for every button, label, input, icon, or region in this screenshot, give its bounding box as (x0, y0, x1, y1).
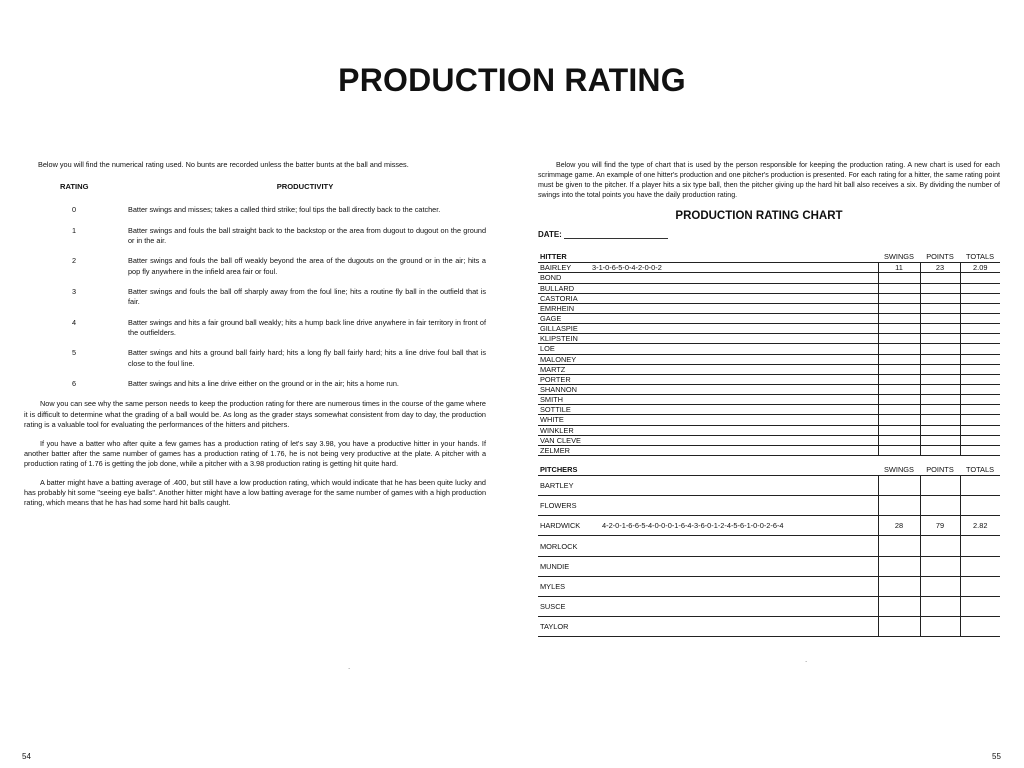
swings-cell (878, 425, 920, 435)
hitter-row (538, 445, 1000, 455)
rating-row (24, 379, 486, 389)
swings-header: SWINGS (878, 464, 920, 476)
rating-sequence (590, 313, 878, 323)
rating-sequence (590, 273, 878, 283)
paragraph-example: If you have a batter who after quite a few games has a production rating of let's say 3.98, you have a productive hitter in your hands. If another batter after the same number of games has a production rating of 1.76, he is not being very productive at the plate. A pitcher with a production rating of 1.76 is getting the job done, while a pitcher with a 3.98 production rating is getting hit quite hard. (24, 438, 486, 469)
rating-number: 3 (72, 286, 77, 296)
points-cell (920, 425, 960, 435)
points-cell (920, 293, 960, 303)
swings-cell (878, 415, 920, 425)
rating-sequence (590, 445, 878, 455)
points-cell (920, 597, 960, 617)
swings-cell (878, 303, 920, 313)
rating-sequence (590, 283, 878, 293)
points-cell (920, 415, 960, 425)
swings-cell (878, 283, 920, 293)
player-name: MORLOCK (538, 536, 600, 556)
swings-cell (878, 395, 920, 405)
rating-number: 1 (72, 225, 77, 235)
rating-sequence (590, 344, 878, 354)
hitter-row (538, 415, 1000, 425)
pitcher-header-label: PITCHERS (538, 464, 600, 476)
hitter-row (538, 273, 1000, 283)
rating-description: Batter swings and fouls the ball off weakly beyond the area of the dugouts on the ground or in the air; hits a pop fly anywhere in the infield area fair or foul. (128, 256, 486, 276)
points-cell (920, 374, 960, 384)
swings-cell (878, 364, 920, 374)
pitcher-row (538, 516, 1000, 536)
rating-sequence (590, 374, 878, 384)
rating-sequence (590, 364, 878, 374)
hitter-row (538, 405, 1000, 415)
swings-cell (878, 344, 920, 354)
rating-description: Batter swings and hits a fair ground ball weakly; hits a hump back line drive anywhere in fair territory in front of the outfielders. (128, 317, 486, 338)
rating-row (24, 256, 486, 277)
rating-row (24, 226, 486, 247)
total-cell: 2.82 (960, 516, 1000, 536)
rating-sequence (590, 435, 878, 445)
points-cell (920, 435, 960, 445)
player-name: SMITH (538, 395, 590, 405)
rating-row (24, 348, 486, 369)
scan-speck: . (348, 662, 351, 671)
rating-list (24, 205, 486, 389)
player-name: TAYLOR (538, 617, 600, 637)
left-page-text (24, 160, 486, 509)
rating-sequence (600, 475, 878, 495)
rating-description: Batter swings and hits a ground ball fairly hard; hits a long fly ball fairly hard; hits a line drive foul ball that is close to the foul line. (128, 348, 486, 368)
rating-sequence: 4-2-0-1-6-6-5-4-0-0-0-1-6-4-3-6-0-1-2-4-5-6-1-0-0-2-6-4 (600, 516, 878, 536)
rating-description: Batter swings and fouls the ball straight back to the backstop or the area from dugout to dugout on the ground or in the air. (128, 225, 486, 245)
total-cell (960, 576, 1000, 596)
points-cell (920, 364, 960, 374)
total-cell: 2.09 (960, 263, 1000, 273)
totals-header: TOTALS (960, 251, 1000, 263)
pitcher-row (538, 496, 1000, 516)
swings-header: SWINGS (878, 251, 920, 263)
hitter-row (538, 354, 1000, 364)
hitter-row (538, 425, 1000, 435)
total-cell (960, 283, 1000, 293)
rating-intro: Below you will find the numerical rating used. No bunts are recorded unless the batter bunts at the ball and misses. (38, 160, 409, 169)
rating-sequence (590, 324, 878, 334)
points-cell (920, 576, 960, 596)
total-cell (960, 313, 1000, 323)
swings-cell (878, 617, 920, 637)
player-name: MYLES (538, 576, 600, 596)
player-name: GAGE (538, 313, 590, 323)
hitter-row (538, 364, 1000, 374)
total-cell (960, 374, 1000, 384)
rating-row (24, 287, 486, 308)
hitter-table (538, 251, 1000, 456)
player-name: WHITE (538, 415, 590, 425)
points-cell (920, 354, 960, 364)
rating-sequence (590, 384, 878, 394)
rating-number: 2 (72, 256, 77, 266)
total-cell (960, 415, 1000, 425)
player-name: MARTZ (538, 364, 590, 374)
player-name: SUSCE (538, 597, 600, 617)
player-name: EMRHEIN (538, 303, 590, 313)
page-number-right: 55 (992, 752, 1001, 761)
rating-sequence (600, 556, 878, 576)
rating-number: 0 (72, 205, 77, 215)
chart-intro: Below you will find the type of chart that is used by the person responsible for keeping the production rating. A new chart is used for each scrimmage game. An example of one hitter's production and one pitcher's production is presented. For each rating for a hitter, the same rating point must be given to the pitcher. If a player hits a six type ball, then the pitcher giving up the hard hit ball also receives a six. By dividing the number of swings into the total points you have the daily production rating. (538, 161, 1000, 200)
date-blank-line (564, 238, 668, 239)
swings-cell (878, 354, 920, 364)
total-cell (960, 344, 1000, 354)
total-cell (960, 334, 1000, 344)
swings-cell (878, 496, 920, 516)
rating-sequence (590, 334, 878, 344)
points-cell: 79 (920, 516, 960, 536)
total-cell (960, 425, 1000, 435)
points-cell (920, 395, 960, 405)
hitter-row (538, 324, 1000, 334)
points-header: POINTS (920, 251, 960, 263)
page-number-left: 54 (22, 752, 31, 761)
total-cell (960, 324, 1000, 334)
points-cell (920, 324, 960, 334)
rating-sequence (590, 354, 878, 364)
pitcher-row (538, 576, 1000, 596)
rating-sequence (590, 293, 878, 303)
swings-cell (878, 556, 920, 576)
player-name: HARDWICK (538, 516, 600, 536)
swings-cell (878, 445, 920, 455)
total-cell (960, 405, 1000, 415)
rating-description: Batter swings and fouls the ball off sharply away from the foul line; hits a routine fly ball in the outfield that is fair. (128, 286, 486, 307)
rating-description: Batter swings and hits a line drive either on the ground or in the air; hits a home run. (128, 379, 399, 389)
swings-cell (878, 536, 920, 556)
player-name: VAN CLEVE (538, 435, 590, 445)
total-cell (960, 536, 1000, 556)
rating-number: 5 (72, 348, 77, 358)
points-cell (920, 283, 960, 293)
swings-cell (878, 384, 920, 394)
total-cell (960, 364, 1000, 374)
player-name: CASTORIA (538, 293, 590, 303)
rating-number: 6 (72, 379, 77, 389)
pitcher-table (538, 464, 1000, 638)
total-cell (960, 395, 1000, 405)
rating-number: 4 (72, 317, 77, 327)
productivity-column-header: PRODUCTIVITY (276, 182, 334, 192)
player-name: GILLASPIE (538, 324, 590, 334)
points-cell (920, 303, 960, 313)
total-cell (960, 303, 1000, 313)
paragraph-consistency: Now you can see why the same person needs to keep the production rating for there are numerous times in the course of the game where it is difficult to determine what the grading of a ball would be. As long as the grader stays somewhat consistent from day to day, the production rating is a valuable tool for evaluating the performances of the hitters and pitchers. (24, 399, 486, 430)
hitter-row (538, 293, 1000, 303)
hitter-row (538, 334, 1000, 344)
totals-header: TOTALS (960, 464, 1000, 476)
total-cell (960, 597, 1000, 617)
chart-title: PRODUCTION RATING CHART (675, 210, 843, 223)
points-cell (920, 334, 960, 344)
rating-column-header: RATING (60, 182, 89, 192)
paragraph-batting-average: A batter might have a batting average of .400, but still have a low production rating, which would indicate that he has been quite lucky and has probably hit some "seeing eye balls". Another hitter might have a low batting average for the same number of games with a high production rating, which means that he has had some hard hit balls caught. (24, 477, 486, 508)
swings-cell (878, 576, 920, 596)
pitcher-table-header (538, 464, 1000, 476)
swings-cell (878, 293, 920, 303)
player-name: PORTER (538, 374, 590, 384)
rating-sequence (590, 415, 878, 425)
rating-row (24, 318, 486, 339)
points-header: POINTS (920, 464, 960, 476)
player-name: MUNDIE (538, 556, 600, 576)
pitcher-row (538, 597, 1000, 617)
points-cell (920, 475, 960, 495)
hitter-row (538, 313, 1000, 323)
player-name: KLIPSTEIN (538, 334, 590, 344)
swings-cell (878, 313, 920, 323)
points-cell (920, 445, 960, 455)
player-name: SOTTILE (538, 405, 590, 415)
total-cell (960, 496, 1000, 516)
hitter-row (538, 344, 1000, 354)
total-cell (960, 354, 1000, 364)
points-cell (920, 617, 960, 637)
player-name: BULLARD (538, 283, 590, 293)
rating-description: Batter swings and misses; takes a called third strike; foul tips the ball directly back to the catcher. (128, 205, 441, 215)
total-cell (960, 384, 1000, 394)
hitter-row (538, 395, 1000, 405)
rating-row (24, 205, 486, 215)
pitcher-row (538, 556, 1000, 576)
hitter-row (538, 303, 1000, 313)
player-name: BOND (538, 273, 590, 283)
player-name: BAIRLEY (538, 263, 590, 273)
rating-table-header (24, 182, 486, 193)
total-cell (960, 445, 1000, 455)
date-label: DATE: (538, 230, 562, 240)
scan-speck: . (805, 655, 808, 664)
points-cell (920, 405, 960, 415)
rating-sequence (600, 617, 878, 637)
points-cell (920, 536, 960, 556)
points-cell: 23 (920, 263, 960, 273)
points-cell (920, 556, 960, 576)
swings-cell (878, 374, 920, 384)
hitter-row (538, 435, 1000, 445)
player-name: SHANNON (538, 384, 590, 394)
swings-cell (878, 334, 920, 344)
swings-cell (878, 324, 920, 334)
right-page-chart (538, 160, 1000, 637)
rating-sequence: 3-1-0-6-5-0-4-2-0-0-2 (590, 263, 878, 273)
total-cell (960, 273, 1000, 283)
player-name: ZELMER (538, 445, 590, 455)
player-name: FLOWERS (538, 496, 600, 516)
points-cell (920, 384, 960, 394)
hitter-table-header (538, 251, 1000, 263)
hitter-row (538, 374, 1000, 384)
player-name: WINKLER (538, 425, 590, 435)
pitcher-row (538, 617, 1000, 637)
points-cell (920, 313, 960, 323)
rating-sequence (590, 425, 878, 435)
total-cell (960, 435, 1000, 445)
rating-sequence (590, 395, 878, 405)
hitter-row (538, 384, 1000, 394)
points-cell (920, 344, 960, 354)
total-cell (960, 475, 1000, 495)
page-title: PRODUCTION RATING (338, 62, 686, 98)
pitcher-row (538, 475, 1000, 495)
rating-sequence (600, 536, 878, 556)
total-cell (960, 617, 1000, 637)
total-cell (960, 556, 1000, 576)
swings-cell (878, 273, 920, 283)
swings-cell (878, 475, 920, 495)
rating-sequence (600, 576, 878, 596)
total-cell (960, 293, 1000, 303)
rating-sequence (600, 597, 878, 617)
swings-cell (878, 405, 920, 415)
player-name: BARTLEY (538, 475, 600, 495)
hitter-row (538, 263, 1000, 273)
pitcher-row (538, 536, 1000, 556)
swings-cell: 11 (878, 263, 920, 273)
rating-sequence (590, 405, 878, 415)
points-cell (920, 496, 960, 516)
hitter-header-label: HITTER (538, 251, 590, 263)
player-name: LOE (538, 344, 590, 354)
rating-sequence (600, 496, 878, 516)
date-field (538, 230, 1000, 239)
rating-sequence (590, 303, 878, 313)
player-name: MALONEY (538, 354, 590, 364)
swings-cell (878, 597, 920, 617)
points-cell (920, 273, 960, 283)
swings-cell (878, 435, 920, 445)
hitter-row (538, 283, 1000, 293)
swings-cell: 28 (878, 516, 920, 536)
